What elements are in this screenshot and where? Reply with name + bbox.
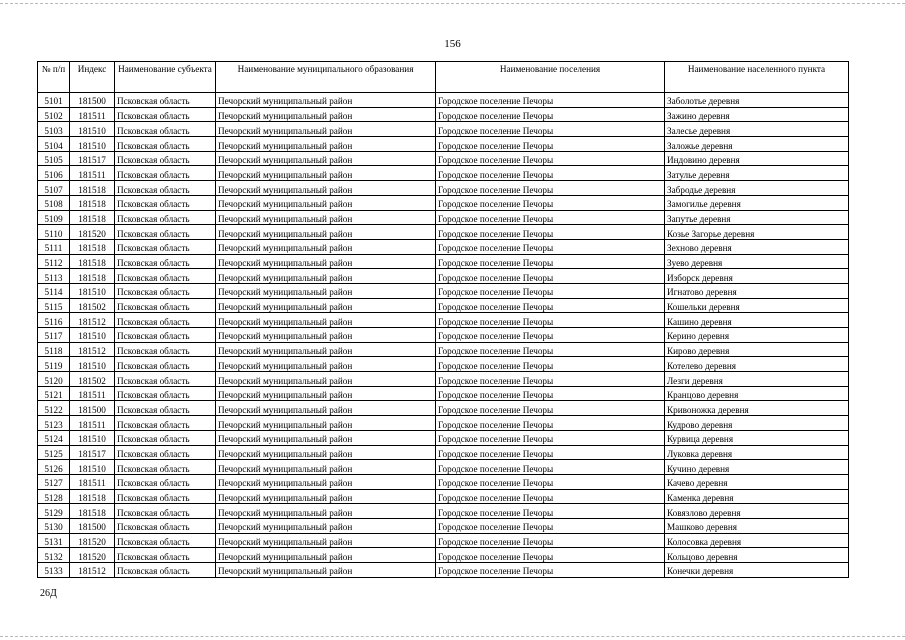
cell-subject: Псковская область <box>115 460 216 475</box>
cell-locality: Кирово деревня <box>665 342 849 357</box>
cell-settlement: Городское поселение Печоры <box>436 328 665 343</box>
cell-locality: Зуево деревня <box>665 254 849 269</box>
cell-municipality: Печорский муниципальный район <box>216 313 436 328</box>
cell-number: 5132 <box>38 548 70 563</box>
cell-subject: Псковская область <box>115 239 216 254</box>
cell-settlement: Городское поселение Печоры <box>436 474 665 489</box>
cell-subject: Псковская область <box>115 342 216 357</box>
cell-number: 5112 <box>38 254 70 269</box>
cell-subject: Псковская область <box>115 210 216 225</box>
cell-municipality: Печорский муниципальный район <box>216 489 436 504</box>
cell-number: 5126 <box>38 460 70 475</box>
cell-municipality: Печорский муниципальный район <box>216 269 436 284</box>
table-row <box>38 181 849 196</box>
cell-settlement: Городское поселение Печоры <box>436 225 665 240</box>
cell-subject: Псковская область <box>115 269 216 284</box>
cell-locality: Каменка деревня <box>665 489 849 504</box>
table-row <box>38 151 849 166</box>
cell-locality: Качево деревня <box>665 474 849 489</box>
cell-number: 5110 <box>38 225 70 240</box>
table-row <box>38 137 849 152</box>
cell-municipality: Печорский муниципальный район <box>216 225 436 240</box>
cell-locality: Курвица деревня <box>665 430 849 445</box>
cell-settlement: Городское поселение Печоры <box>436 430 665 445</box>
table-row <box>38 107 849 122</box>
table-row <box>38 489 849 504</box>
cell-locality: Кранцово деревня <box>665 386 849 401</box>
cell-municipality: Печорский муниципальный район <box>216 137 436 152</box>
cell-index: 181510 <box>70 122 115 137</box>
cell-index: 181511 <box>70 474 115 489</box>
cell-number: 5107 <box>38 181 70 196</box>
table-row <box>38 357 849 372</box>
cell-subject: Псковская область <box>115 430 216 445</box>
cell-municipality: Печорский муниципальный район <box>216 122 436 137</box>
cell-municipality: Печорский муниципальный район <box>216 107 436 122</box>
cell-index: 181517 <box>70 151 115 166</box>
cell-municipality: Печорский муниципальный район <box>216 460 436 475</box>
cell-settlement: Городское поселение Печоры <box>436 166 665 181</box>
table-row <box>38 563 849 578</box>
table-row <box>38 122 849 137</box>
cell-number: 5122 <box>38 401 70 416</box>
table-row <box>38 548 849 563</box>
cell-locality: Индовино деревня <box>665 151 849 166</box>
cell-settlement: Городское поселение Печоры <box>436 372 665 387</box>
cell-number: 5106 <box>38 166 70 181</box>
cell-subject: Псковская область <box>115 151 216 166</box>
cell-settlement: Городское поселение Печоры <box>436 298 665 313</box>
cell-settlement: Городское поселение Печоры <box>436 460 665 475</box>
cell-index: 181510 <box>70 328 115 343</box>
header-municipality: Наименование муниципального образования <box>216 62 436 93</box>
table-row <box>38 533 849 548</box>
table-row <box>38 372 849 387</box>
header-index: Индекс <box>70 62 115 93</box>
table-row <box>38 416 849 431</box>
cell-municipality: Печорский муниципальный район <box>216 548 436 563</box>
table-row <box>38 445 849 460</box>
cell-municipality: Печорский муниципальный район <box>216 166 436 181</box>
table-row <box>38 210 849 225</box>
cell-settlement: Городское поселение Печоры <box>436 445 665 460</box>
scan-top-edge <box>0 3 905 4</box>
cell-subject: Псковская область <box>115 563 216 578</box>
cell-number: 5108 <box>38 195 70 210</box>
cell-subject: Псковская область <box>115 401 216 416</box>
cell-settlement: Городское поселение Печоры <box>436 93 665 108</box>
cell-settlement: Городское поселение Печоры <box>436 313 665 328</box>
cell-index: 181512 <box>70 563 115 578</box>
cell-locality: Кривоножка деревня <box>665 401 849 416</box>
cell-index: 181510 <box>70 137 115 152</box>
table-row <box>38 342 849 357</box>
cell-municipality: Печорский муниципальный район <box>216 474 436 489</box>
cell-settlement: Городское поселение Печоры <box>436 518 665 533</box>
cell-locality: Колосовка деревня <box>665 533 849 548</box>
cell-locality: Козье Загорье деревня <box>665 225 849 240</box>
cell-locality: Кудрово деревня <box>665 416 849 431</box>
cell-number: 5124 <box>38 430 70 445</box>
cell-index: 181520 <box>70 548 115 563</box>
settlements-table <box>37 61 849 578</box>
cell-locality: Кошельки деревня <box>665 298 849 313</box>
cell-locality: Котелево деревня <box>665 357 849 372</box>
cell-municipality: Печорский муниципальный район <box>216 328 436 343</box>
cell-municipality: Печорский муниципальный район <box>216 416 436 431</box>
cell-number: 5116 <box>38 313 70 328</box>
cell-subject: Псковская область <box>115 313 216 328</box>
cell-locality: Кучино деревня <box>665 460 849 475</box>
cell-settlement: Городское поселение Печоры <box>436 254 665 269</box>
cell-settlement: Городское поселение Печоры <box>436 239 665 254</box>
table-row <box>38 504 849 519</box>
cell-municipality: Печорский муниципальный район <box>216 372 436 387</box>
table-row <box>38 313 849 328</box>
table-row <box>38 93 849 108</box>
cell-subject: Псковская область <box>115 225 216 240</box>
cell-locality: Заболотье деревня <box>665 93 849 108</box>
cell-locality: Запутье деревня <box>665 210 849 225</box>
cell-municipality: Печорский муниципальный район <box>216 254 436 269</box>
table-row <box>38 430 849 445</box>
cell-settlement: Городское поселение Печоры <box>436 504 665 519</box>
cell-number: 5117 <box>38 328 70 343</box>
cell-subject: Псковская область <box>115 195 216 210</box>
cell-index: 181500 <box>70 93 115 108</box>
cell-subject: Псковская область <box>115 166 216 181</box>
cell-subject: Псковская область <box>115 357 216 372</box>
table-row <box>38 460 849 475</box>
cell-locality: Ковязлово деревня <box>665 504 849 519</box>
table-row <box>38 225 849 240</box>
cell-municipality: Печорский муниципальный район <box>216 181 436 196</box>
cell-municipality: Печорский муниципальный район <box>216 357 436 372</box>
cell-locality: Лезги деревня <box>665 372 849 387</box>
cell-number: 5128 <box>38 489 70 504</box>
cell-index: 181511 <box>70 416 115 431</box>
cell-subject: Псковская область <box>115 504 216 519</box>
cell-locality: Конечки деревня <box>665 563 849 578</box>
cell-settlement: Городское поселение Печоры <box>436 195 665 210</box>
cell-municipality: Печорский муниципальный район <box>216 430 436 445</box>
cell-subject: Псковская область <box>115 93 216 108</box>
cell-subject: Псковская область <box>115 518 216 533</box>
cell-locality: Кашино деревня <box>665 313 849 328</box>
cell-settlement: Городское поселение Печоры <box>436 563 665 578</box>
cell-locality: Замогилье деревня <box>665 195 849 210</box>
cell-index: 181502 <box>70 372 115 387</box>
cell-municipality: Печорский муниципальный район <box>216 298 436 313</box>
scan-bottom-edge <box>0 636 905 637</box>
cell-index: 181511 <box>70 386 115 401</box>
table-row <box>38 269 849 284</box>
cell-index: 181520 <box>70 533 115 548</box>
cell-number: 5133 <box>38 563 70 578</box>
cell-subject: Псковская область <box>115 254 216 269</box>
table-row <box>38 328 849 343</box>
cell-settlement: Городское поселение Печоры <box>436 401 665 416</box>
cell-subject: Псковская область <box>115 181 216 196</box>
cell-number: 5131 <box>38 533 70 548</box>
cell-municipality: Печорский муниципальный район <box>216 533 436 548</box>
cell-number: 5111 <box>38 239 70 254</box>
cell-subject: Псковская область <box>115 107 216 122</box>
cell-locality: Кольцово деревня <box>665 548 849 563</box>
cell-settlement: Городское поселение Печоры <box>436 416 665 431</box>
cell-settlement: Городское поселение Печоры <box>436 181 665 196</box>
cell-locality: Машково деревня <box>665 518 849 533</box>
cell-index: 181502 <box>70 298 115 313</box>
cell-settlement: Городское поселение Печоры <box>436 137 665 152</box>
cell-municipality: Печорский муниципальный район <box>216 563 436 578</box>
cell-number: 5104 <box>38 137 70 152</box>
table-row <box>38 401 849 416</box>
cell-index: 181510 <box>70 357 115 372</box>
cell-subject: Псковская область <box>115 372 216 387</box>
cell-subject: Псковская область <box>115 328 216 343</box>
cell-locality: Заложье деревня <box>665 137 849 152</box>
cell-locality: Изборск деревня <box>665 269 849 284</box>
cell-municipality: Печорский муниципальный район <box>216 342 436 357</box>
cell-municipality: Печорский муниципальный район <box>216 504 436 519</box>
cell-municipality: Печорский муниципальный район <box>216 401 436 416</box>
cell-municipality: Печорский муниципальный район <box>216 151 436 166</box>
cell-settlement: Городское поселение Печоры <box>436 269 665 284</box>
cell-settlement: Городское поселение Печоры <box>436 357 665 372</box>
header-number: № п/п <box>38 62 70 93</box>
cell-subject: Псковская область <box>115 548 216 563</box>
cell-settlement: Городское поселение Печоры <box>436 342 665 357</box>
table-row <box>38 166 849 181</box>
cell-index: 181510 <box>70 460 115 475</box>
cell-municipality: Печорский муниципальный район <box>216 386 436 401</box>
cell-index: 181510 <box>70 430 115 445</box>
cell-settlement: Городское поселение Печоры <box>436 533 665 548</box>
cell-number: 5130 <box>38 518 70 533</box>
table-header <box>38 62 849 93</box>
cell-subject: Псковская область <box>115 445 216 460</box>
cell-subject: Псковская область <box>115 416 216 431</box>
header-settlement: Наименование поселения <box>436 62 665 93</box>
cell-locality: Игнатово деревня <box>665 283 849 298</box>
page-number: 156 <box>444 38 461 50</box>
cell-locality: Керино деревня <box>665 328 849 343</box>
cell-subject: Псковская область <box>115 386 216 401</box>
cell-number: 5125 <box>38 445 70 460</box>
cell-municipality: Печорский муниципальный район <box>216 445 436 460</box>
cell-settlement: Городское поселение Печоры <box>436 548 665 563</box>
cell-index: 181518 <box>70 254 115 269</box>
cell-number: 5118 <box>38 342 70 357</box>
table-row <box>38 195 849 210</box>
cell-number: 5129 <box>38 504 70 519</box>
cell-index: 181518 <box>70 195 115 210</box>
cell-locality: Залесье деревня <box>665 122 849 137</box>
cell-municipality: Печорский муниципальный район <box>216 518 436 533</box>
cell-municipality: Печорский муниципальный район <box>216 210 436 225</box>
cell-number: 5127 <box>38 474 70 489</box>
cell-index: 181517 <box>70 445 115 460</box>
cell-index: 181518 <box>70 210 115 225</box>
cell-settlement: Городское поселение Печоры <box>436 151 665 166</box>
cell-index: 181518 <box>70 489 115 504</box>
cell-number: 5114 <box>38 283 70 298</box>
cell-municipality: Печорский муниципальный район <box>216 239 436 254</box>
cell-index: 181520 <box>70 225 115 240</box>
cell-locality: Забродье деревня <box>665 181 849 196</box>
cell-index: 181512 <box>70 342 115 357</box>
table-row <box>38 283 849 298</box>
cell-subject: Псковская область <box>115 474 216 489</box>
cell-number: 5101 <box>38 93 70 108</box>
cell-subject: Псковская область <box>115 283 216 298</box>
cell-settlement: Городское поселение Печоры <box>436 283 665 298</box>
cell-locality: Луковка деревня <box>665 445 849 460</box>
table-row <box>38 298 849 313</box>
cell-index: 181511 <box>70 107 115 122</box>
cell-number: 5115 <box>38 298 70 313</box>
cell-municipality: Печорский муниципальный район <box>216 195 436 210</box>
table-row <box>38 474 849 489</box>
table-row <box>38 239 849 254</box>
table-row <box>38 518 849 533</box>
cell-number: 5102 <box>38 107 70 122</box>
cell-index: 181512 <box>70 313 115 328</box>
cell-municipality: Печорский муниципальный район <box>216 93 436 108</box>
cell-settlement: Городское поселение Печоры <box>436 107 665 122</box>
cell-settlement: Городское поселение Печоры <box>436 122 665 137</box>
cell-subject: Псковская область <box>115 489 216 504</box>
cell-subject: Псковская область <box>115 533 216 548</box>
cell-index: 181518 <box>70 181 115 196</box>
cell-locality: Зехново деревня <box>665 239 849 254</box>
cell-index: 181518 <box>70 269 115 284</box>
header-subject: Наименование субъекта <box>115 62 216 93</box>
cell-index: 181500 <box>70 518 115 533</box>
cell-settlement: Городское поселение Печоры <box>436 489 665 504</box>
table-body <box>38 93 849 578</box>
header-row <box>38 62 849 93</box>
table-row <box>38 254 849 269</box>
cell-number: 5119 <box>38 357 70 372</box>
cell-subject: Псковская область <box>115 137 216 152</box>
table-row <box>38 386 849 401</box>
cell-municipality: Печорский муниципальный район <box>216 283 436 298</box>
cell-number: 5113 <box>38 269 70 284</box>
cell-locality: Затулье деревня <box>665 166 849 181</box>
cell-index: 181518 <box>70 504 115 519</box>
cell-settlement: Городское поселение Печоры <box>436 386 665 401</box>
cell-number: 5121 <box>38 386 70 401</box>
cell-index: 181510 <box>70 283 115 298</box>
cell-index: 181511 <box>70 166 115 181</box>
cell-settlement: Городское поселение Печоры <box>436 210 665 225</box>
cell-subject: Псковская область <box>115 122 216 137</box>
cell-index: 181500 <box>70 401 115 416</box>
cell-number: 5120 <box>38 372 70 387</box>
cell-subject: Псковская область <box>115 298 216 313</box>
cell-locality: Зажино деревня <box>665 107 849 122</box>
cell-number: 5105 <box>38 151 70 166</box>
cell-number: 5103 <box>38 122 70 137</box>
cell-index: 181518 <box>70 239 115 254</box>
footer-code: 26Д <box>40 588 57 599</box>
cell-number: 5109 <box>38 210 70 225</box>
cell-number: 5123 <box>38 416 70 431</box>
header-locality: Наименование населенного пункта <box>665 62 849 93</box>
